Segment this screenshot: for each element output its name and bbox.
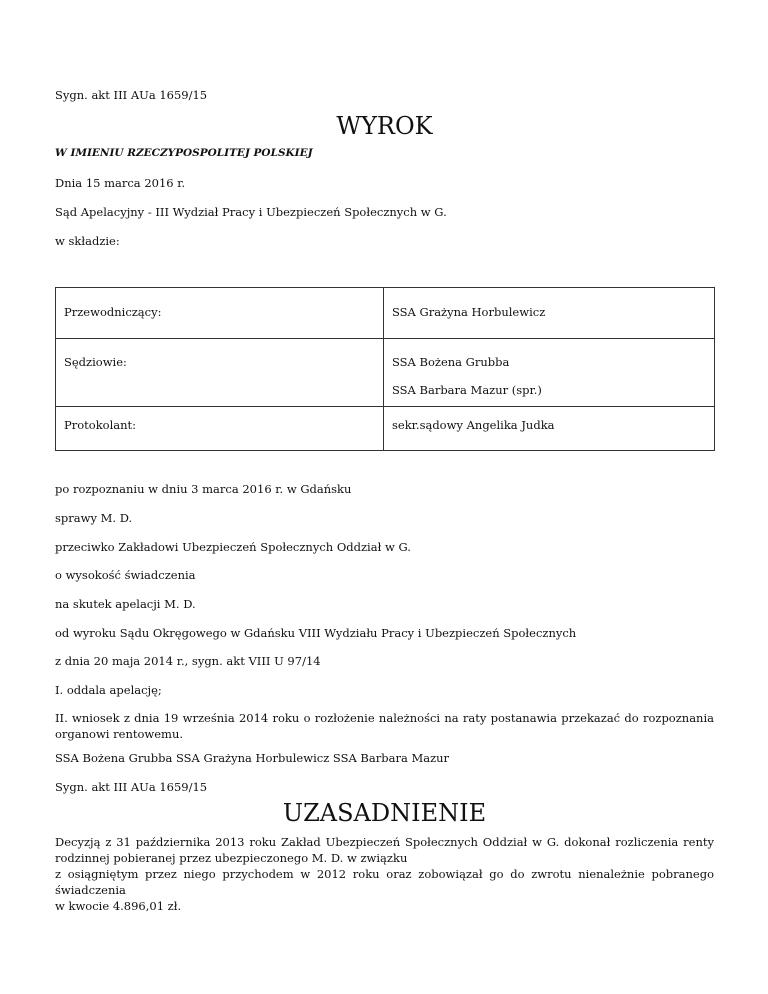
case-of: sprawy M. D.: [55, 511, 133, 525]
judgment-date-ref: z dnia 20 maja 2014 r., sygn. akt VIII U 97/14: [55, 654, 321, 668]
justification-line-3: z osiągniętym przez niego przychodem w 2012 roku oraz zobowiązał go do zwrotu nienależnie pobranego świadczenia: [55, 867, 714, 897]
appeal-info: na skutek apelacji M. D.: [55, 597, 196, 611]
court-name: Sąd Apelacyjny - III Wydział Pracy i Ubezpieczeń Społecznych w G.: [55, 205, 447, 219]
judgment-of: od wyroku Sądu Okręgowego w Gdańsku VIII Wydziału Pracy i Ubezpieczeń Społecznych: [55, 626, 577, 640]
against-party: przeciwko Zakładowi Ubezpieczeń Społecznych Oddział w G.: [55, 540, 411, 554]
clerk-label: Protokolant:: [64, 418, 137, 432]
ruling-point-1: I. oddala apelację;: [55, 683, 162, 697]
judges-label: Sędziowie:: [64, 355, 127, 369]
hearing-info: po rozpoznaniu w dniu 3 marca 2016 r. w Gdańsku: [55, 482, 352, 496]
judgment-date: Dnia 15 marca 2016 r.: [55, 176, 186, 190]
judgment-subtitle: W IMIENIU RZECZYPOSPOLITEJ POLSKIEJ: [55, 147, 313, 159]
case-number: Sygn. akt III AUa 1659/15: [55, 88, 208, 102]
judge-2-name: SSA Barbara Mazur (spr.): [392, 383, 542, 397]
chair-label: Przewodniczący:: [64, 305, 162, 319]
ruling-point-2-line-1: II. wniosek z dnia 19 września 2014 roku o rozłożenie należności na raty postanawia przekazać do rozpoznania: [55, 711, 714, 725]
justification-paragraph: [55, 834, 714, 914]
ruling-point-2: [55, 710, 714, 742]
justification-line-4: w kwocie 4.896,01 zł.: [55, 899, 182, 913]
case-subject: o wysokość świadczenia: [55, 568, 196, 582]
ruling-point-2-line-2: organowi rentowemu.: [55, 727, 184, 741]
justification-line-2: rodzinnej pobieranej przez ubezpieczonego M. D. w związku: [55, 851, 408, 865]
panel-row-chair: [56, 288, 715, 339]
panel-row-clerk: [56, 407, 715, 451]
justification-case-number: Sygn. akt III AUa 1659/15: [55, 780, 208, 794]
justification-title: UZASADNIENIE: [282, 799, 487, 827]
chair-name: SSA Grażyna Horbulewicz: [392, 305, 546, 319]
panel-row-judges: [56, 339, 715, 407]
justification-line-1: Decyzją z 31 października 2013 roku Zakład Ubezpieczeń Społecznych Oddział w G. dokonał rozliczenia renty: [55, 835, 714, 849]
judge-1-name: SSA Bożena Grubba: [392, 355, 510, 369]
signatures: SSA Bożena Grubba SSA Grażyna Horbulewicz SSA Barbara Mazur: [55, 751, 450, 765]
composition-label: w składzie:: [55, 234, 120, 248]
clerk-name: sekr.sądowy Angelika Judka: [392, 418, 555, 432]
judgment-title: WYROK: [336, 112, 433, 140]
court-panel-table: [55, 287, 715, 451]
